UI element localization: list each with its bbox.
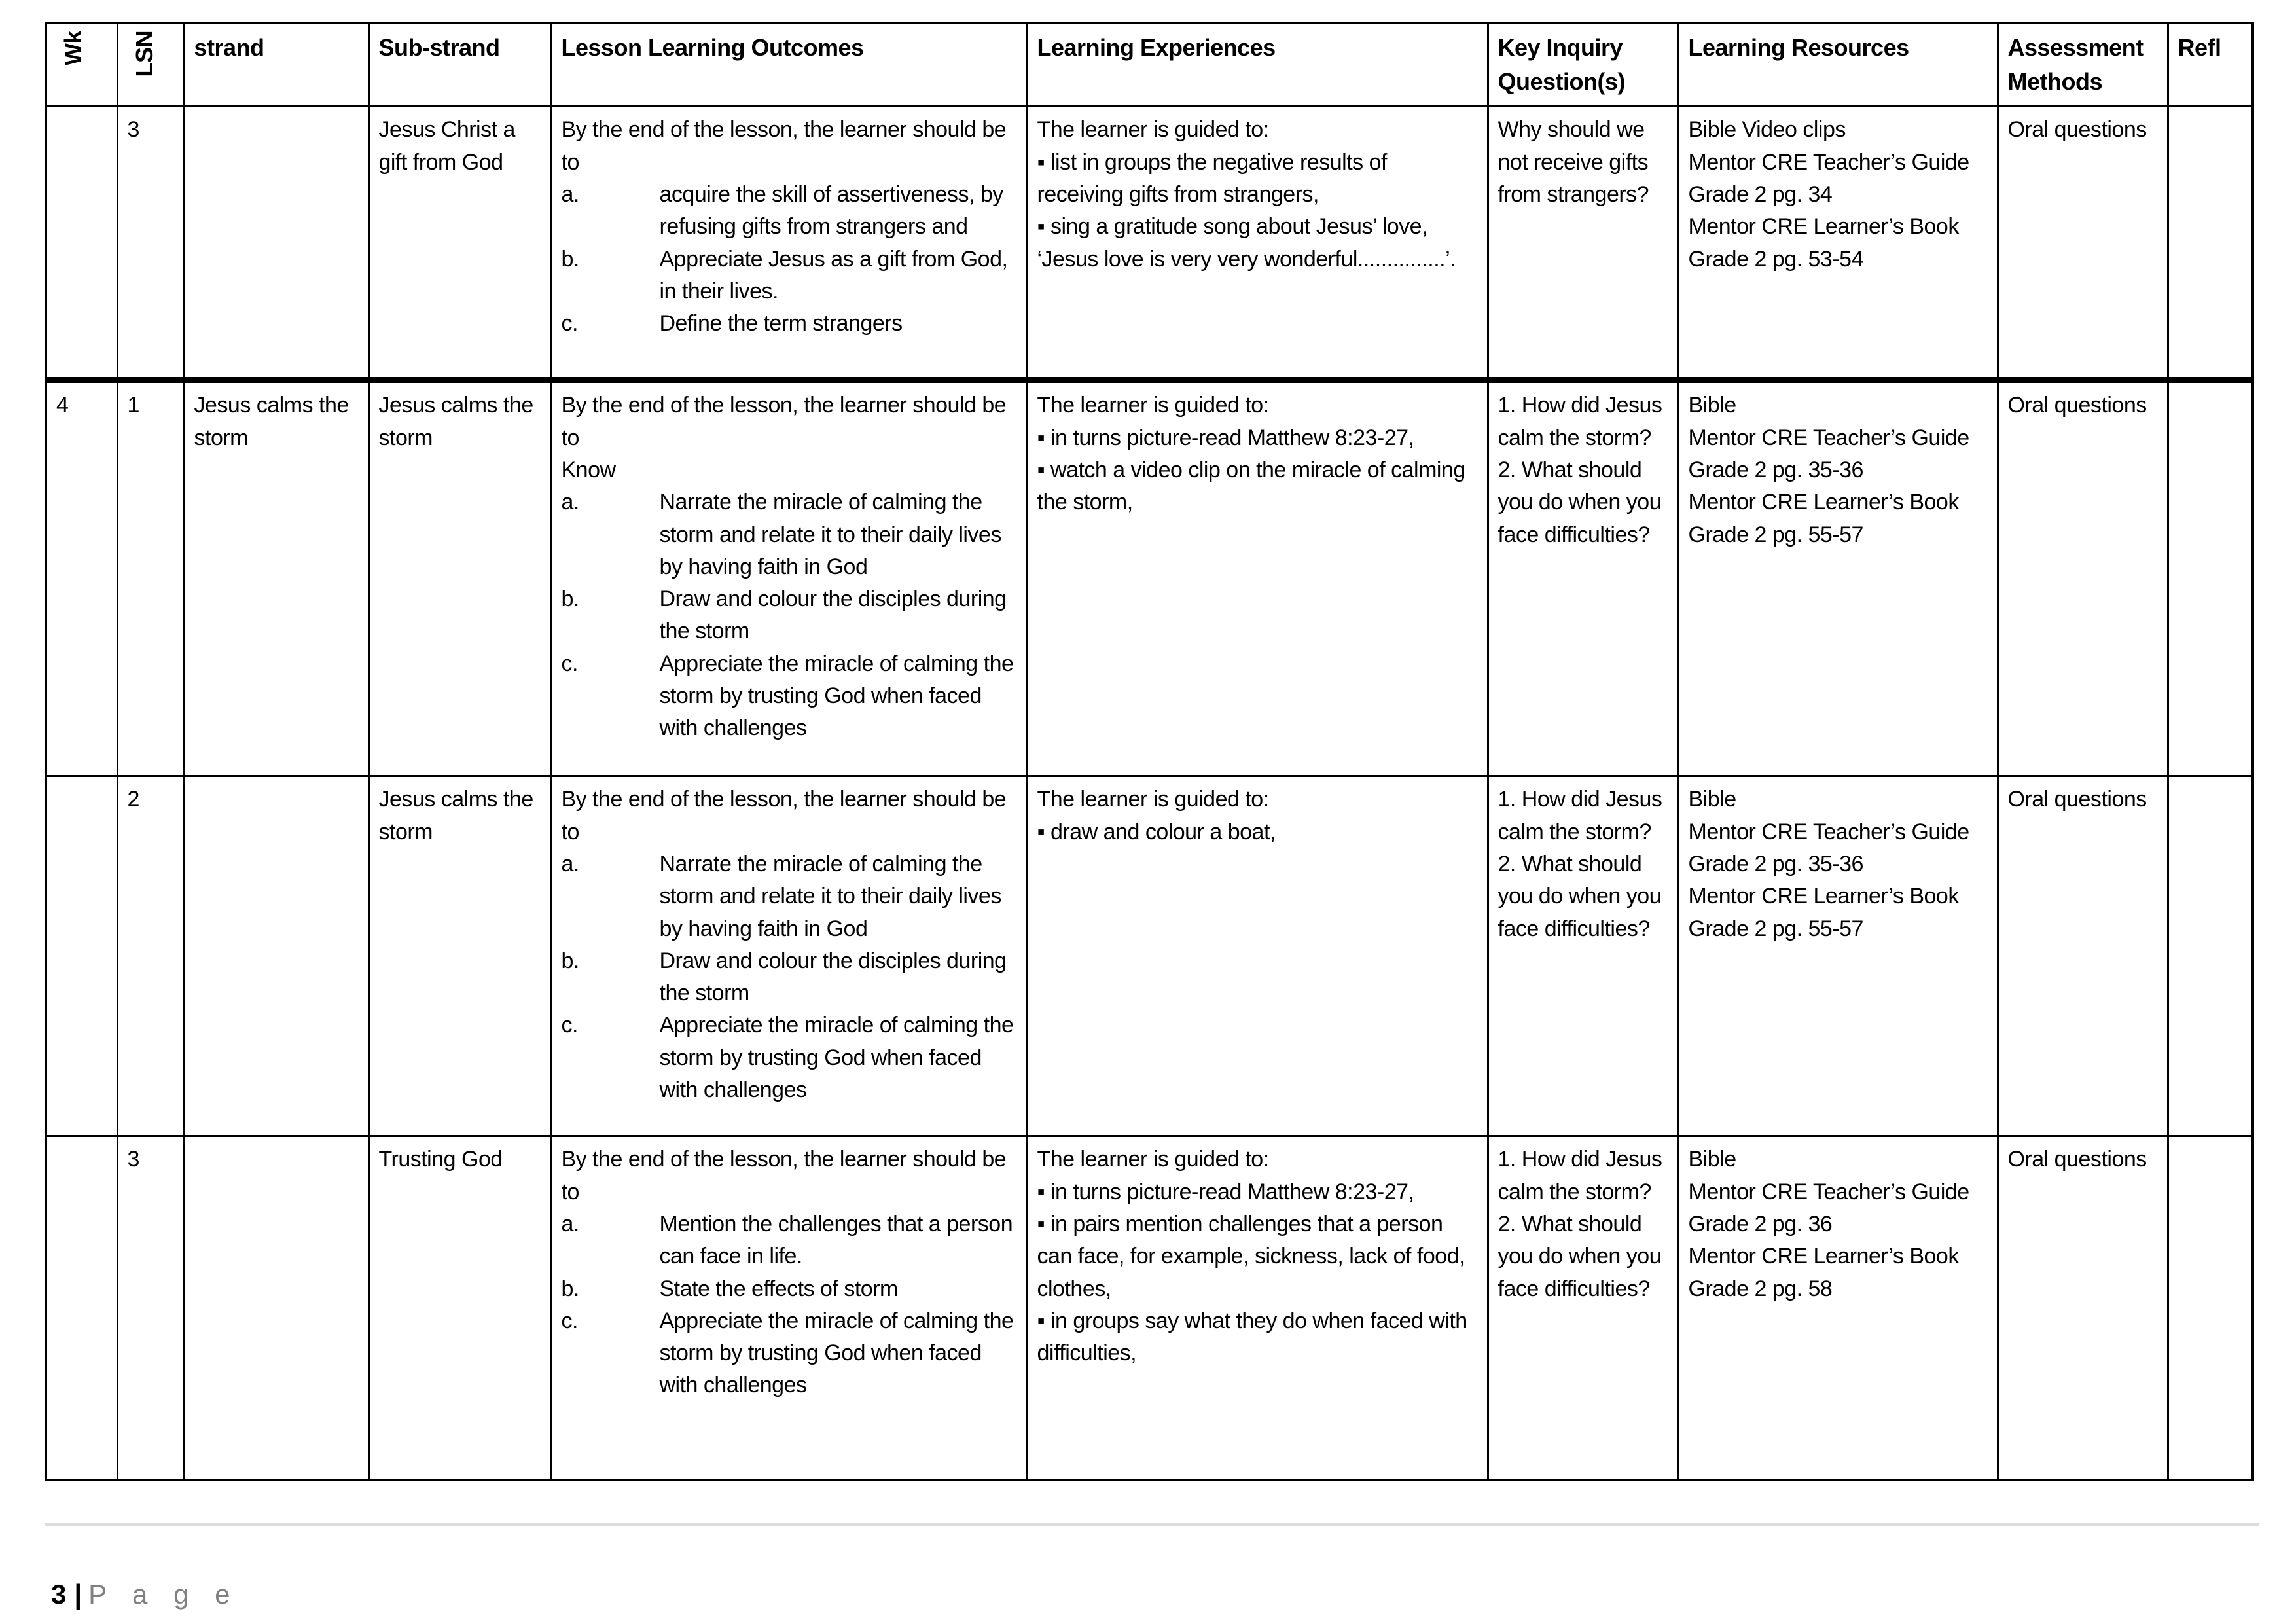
outcome-item: b. Appreciate Jesus as a gift from God, in their lives.	[561, 246, 1008, 304]
cell-reflection	[2168, 107, 2253, 380]
col-header-strand: strand	[184, 23, 368, 107]
key-inquiry-question: 2. What should you do when you face difficulties?	[1498, 457, 1662, 547]
resource-item: Mentor CRE Learner’s Book Grade 2 pg. 58	[1688, 1244, 1959, 1301]
header-row	[46, 23, 2253, 107]
outcome-item: c. Appreciate the miracle of calming the storm by trusting God when faced with challenges	[561, 1013, 1014, 1103]
outcome-item: a. Narrate the miracle of calming the storm and relate it to their daily lives by having faith in God	[561, 490, 1001, 579]
page-label: P a g e	[88, 1579, 240, 1610]
cell-assessment: Oral questions	[1998, 107, 2168, 380]
col-header-refl: Refl	[2168, 23, 2253, 107]
cell-week	[46, 1136, 117, 1480]
resource-item: Mentor CRE Teacher’s Guide Grade 2 pg. 34	[1688, 149, 1969, 207]
key-inquiry-question: 2. What should you do when you face difficulties?	[1498, 851, 1662, 941]
experience-item: ▪ in pairs mention challenges that a person can face, for example, sickness, lack of food, clothes,	[1037, 1208, 1478, 1305]
cell-sub-strand: Jesus calms the storm	[368, 776, 551, 1136]
cell-lesson-learning-outcomes	[551, 1136, 1027, 1480]
resource-item: Bible	[1688, 787, 1736, 812]
table-row	[46, 776, 2253, 1136]
cell-strand	[184, 107, 368, 380]
resource-item: Mentor CRE Teacher’s Guide Grade 2 pg. 35-36	[1688, 819, 1969, 876]
outcomes-intro: By the end of the lesson, the learner should be to	[561, 1147, 1007, 1204]
key-inquiry-question: 1. How did Jesus calm the storm?	[1498, 393, 1662, 450]
cell-week: 4	[46, 380, 117, 776]
experience-item: ▪ in groups say what they do when faced with difficulties,	[1037, 1305, 1478, 1370]
outcomes-intro: By the end of the lesson, the learner should be to	[561, 787, 1007, 844]
wk-header-label: Wk	[60, 31, 86, 65]
col-header-learning-resources: Learning Resources	[1678, 23, 1998, 107]
cell-assessment: Oral questions	[1998, 1136, 2168, 1480]
resource-item: Mentor CRE Learner’s Book Grade 2 pg. 53-54	[1688, 214, 1959, 272]
outcomes-intro: By the end of the lesson, the learner should be to	[561, 117, 1007, 175]
table-row	[46, 107, 2253, 380]
page-footer	[51, 1579, 239, 1610]
outcomes-intro: By the end of the lesson, the learner should be to	[561, 393, 1007, 450]
col-header-key-inquiry-questions: Key Inquiry Question(s)	[1488, 23, 1678, 107]
experience-item: ▪ draw and colour a boat,	[1037, 816, 1478, 848]
cell-lesson-number: 3	[117, 1136, 184, 1480]
cell-assessment: Oral questions	[1998, 776, 2168, 1136]
resource-item: Bible Video clips	[1688, 117, 1846, 143]
resource-item: Mentor CRE Learner’s Book Grade 2 pg. 55-57	[1688, 884, 1959, 941]
cell-key-inquiry	[1488, 1136, 1678, 1480]
experience-item: ▪ in turns picture-read Matthew 8:23-27,	[1037, 1176, 1478, 1208]
key-inquiry-question: Why should we not receive gifts from strangers?	[1498, 117, 1649, 207]
cell-learning-experiences	[1027, 1136, 1488, 1480]
cell-reflection	[2168, 380, 2253, 776]
outcomes-intro: Know	[561, 457, 616, 482]
cell-lesson-number: 2	[117, 776, 184, 1136]
cell-reflection	[2168, 1136, 2253, 1480]
experiences-intro: The learner is guided to:	[1037, 1147, 1269, 1172]
outcome-item: a. Mention the challenges that a person can face in life.	[561, 1211, 1013, 1269]
cell-sub-strand: Jesus calms the storm	[368, 380, 551, 776]
cell-assessment: Oral questions	[1998, 380, 2168, 776]
cell-reflection	[2168, 776, 2253, 1136]
col-header-lesson-learning-outcomes: Lesson Learning Outcomes	[551, 23, 1027, 107]
outcome-item: b. State the effects of storm	[561, 1276, 898, 1301]
experiences-intro: The learner is guided to:	[1037, 393, 1269, 418]
outcome-item: b. Draw and colour the disciples during the storm	[561, 586, 1007, 644]
col-header-wk	[46, 23, 117, 107]
cell-learning-resources	[1678, 107, 1998, 380]
scheme-of-work-table	[45, 22, 2254, 1481]
resource-item: Mentor CRE Teacher’s Guide Grade 2 pg. 35-36	[1688, 425, 1969, 482]
cell-learning-experiences	[1027, 380, 1488, 776]
cell-strand	[184, 1136, 368, 1480]
outcome-item: a. Narrate the miracle of calming the storm and relate it to their daily lives by having faith in God	[561, 851, 1001, 941]
cell-learning-experiences	[1027, 776, 1488, 1136]
col-header-learning-experiences: Learning Experiences	[1027, 23, 1488, 107]
resource-item: Mentor CRE Teacher’s Guide Grade 2 pg. 36	[1688, 1179, 1969, 1236]
resource-item: Bible	[1688, 1147, 1736, 1172]
cell-week	[46, 776, 117, 1136]
cell-sub-strand: Trusting God	[368, 1136, 551, 1480]
experience-item: ▪ list in groups the negative results of receiving gifts from strangers,	[1037, 147, 1478, 211]
cell-key-inquiry	[1488, 107, 1678, 380]
key-inquiry-question: 2. What should you do when you face difficulties?	[1498, 1211, 1662, 1301]
col-header-lsn	[117, 23, 184, 107]
outcome-item: b. Draw and colour the disciples during the storm	[561, 948, 1007, 1006]
experience-item: ▪ in turns picture-read Matthew 8:23-27,	[1037, 422, 1478, 454]
cell-learning-resources	[1678, 1136, 1998, 1480]
cell-learning-experiences	[1027, 107, 1488, 380]
table-row	[46, 380, 2253, 776]
experiences-intro: The learner is guided to:	[1037, 117, 1269, 143]
cell-strand: Jesus calms the storm	[184, 380, 368, 776]
table-row	[46, 1136, 2253, 1480]
cell-lesson-number: 1	[117, 380, 184, 776]
outcome-item: a. acquire the skill of assertiveness, by refusing gifts from strangers and	[561, 181, 1003, 240]
cell-sub-strand: Jesus Christ a gift from God	[368, 107, 551, 380]
footer-separator: |	[74, 1579, 82, 1610]
footer-divider	[45, 1523, 2259, 1526]
cell-lesson-learning-outcomes	[551, 107, 1027, 380]
cell-key-inquiry	[1488, 380, 1678, 776]
cell-key-inquiry	[1488, 776, 1678, 1136]
outcome-item: c. Appreciate the miracle of calming the storm by trusting God when faced with challenges	[561, 651, 1014, 741]
cell-lesson-number: 3	[117, 107, 184, 380]
col-header-assessment-methods: Assessment Methods	[1998, 23, 2168, 107]
experience-item: ▪ watch a video clip on the miracle of calming the storm,	[1037, 454, 1478, 519]
cell-week	[46, 107, 117, 380]
col-header-sub-strand: Sub-strand	[368, 23, 551, 107]
cell-lesson-learning-outcomes	[551, 776, 1027, 1136]
outcome-item: c. Define the term strangers	[561, 311, 903, 336]
cell-lesson-learning-outcomes	[551, 380, 1027, 776]
experience-item: ▪ sing a gratitude song about Jesus’ love, ‘Jesus love is very very wonderful...............’.	[1037, 211, 1478, 276]
key-inquiry-question: 1. How did Jesus calm the storm?	[1498, 1147, 1662, 1204]
page-number: 3	[51, 1579, 68, 1610]
lsn-header-label: LSN	[130, 31, 158, 77]
outcome-item: c. Appreciate the miracle of calming the storm by trusting God when faced with challenges	[561, 1308, 1014, 1398]
resource-item: Bible	[1688, 393, 1736, 418]
key-inquiry-question: 1. How did Jesus calm the storm?	[1498, 787, 1662, 844]
resource-item: Mentor CRE Learner’s Book Grade 2 pg. 55-57	[1688, 490, 1959, 547]
cell-strand	[184, 776, 368, 1136]
experiences-intro: The learner is guided to:	[1037, 787, 1269, 812]
cell-learning-resources	[1678, 776, 1998, 1136]
cell-learning-resources	[1678, 380, 1998, 776]
